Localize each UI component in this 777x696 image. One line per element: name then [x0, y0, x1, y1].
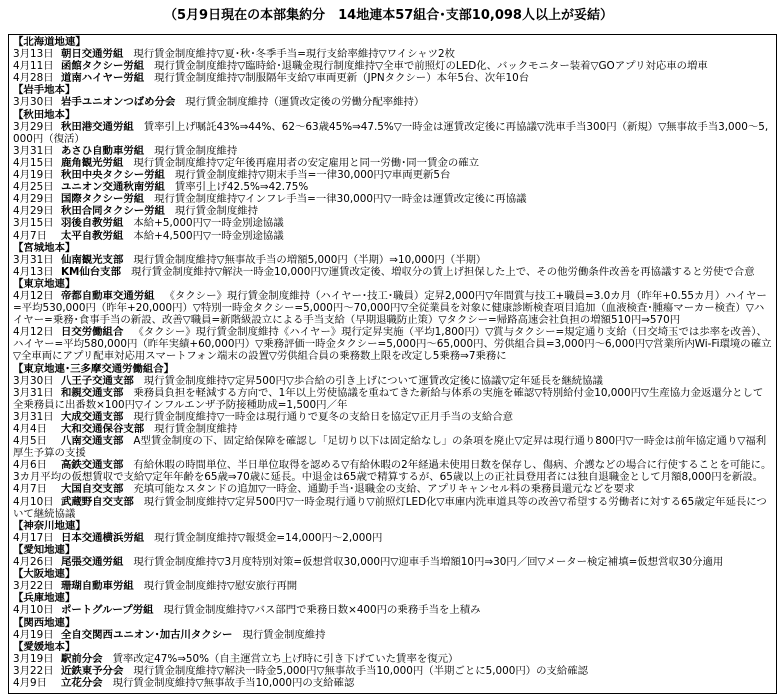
- entry-union-name: 秋田中央タクシー労組: [61, 169, 165, 182]
- entry-date: 3月31日: [13, 386, 54, 399]
- entry-union-name: 珊瑚自動車労組: [61, 580, 134, 593]
- agreement-entry: [13, 60, 772, 72]
- entry-date: 3月31日: [13, 410, 54, 423]
- agreement-entry: [13, 483, 772, 495]
- entry-agreement-details: 現行賃金制度維持▽バス部門で乗務日数×400円の乗務手当を上積み: [163, 604, 481, 617]
- entry-union-name: 尾張交通労組: [61, 556, 124, 569]
- entry-agreement-details: 現行賃金制度維持▽期末手当=一律30,000円▽車両更新5台: [174, 169, 451, 182]
- section-header: 【神奈川地連】: [13, 519, 86, 532]
- entry-union-name: 大国自交支部: [61, 483, 124, 496]
- entry-agreement-details: 現行賃金制度維持: [174, 205, 259, 218]
- entry-date: 4月13日: [13, 265, 54, 278]
- entry-date: 4月26日: [13, 556, 54, 569]
- entry-union-name: 羽後自教労組: [61, 217, 124, 230]
- entry-union-name: 高鉄交通支部: [61, 459, 124, 472]
- section-header: 【岩手地本】: [13, 84, 76, 97]
- entry-date: 4月6日: [13, 459, 48, 472]
- entry-agreement-details: 現行賃金制度維持▽夏･秋･冬季手当=現行支給率維持▽ワイシャツ2枚: [133, 48, 456, 61]
- entry-union-name: ユニオン交通秋南労組: [61, 181, 165, 194]
- entry-date: 4月4日: [13, 423, 48, 435]
- entry-date: 4月19日: [13, 169, 54, 182]
- agreement-entry: [13, 157, 772, 169]
- entry-agreement-details: 現行賃金制度維持▽制服隔年支給▽車両更新（JPNタクシー）本年5台、次年10台: [154, 72, 530, 85]
- entry-date: 3月30日: [13, 96, 54, 109]
- entry-agreement-details: 現行賃金制度維持▽解決一時金5,000円▽無事故手当10,000円（半期ごとに5,000円）の支給確認: [133, 664, 589, 677]
- entry-union-name: 太平自教労組: [61, 229, 124, 242]
- entry-union-name: 道南ハイヤー労組: [61, 72, 145, 85]
- section-header: 【秋田地本】: [13, 108, 76, 121]
- entry-union-name: 全自交関西ユニオン･加古川タクシー: [61, 628, 233, 641]
- entry-union-name: 鹿角観光労組: [61, 156, 124, 169]
- entry-date: 3月31日: [13, 144, 54, 157]
- agreement-entry: [13, 72, 772, 84]
- entry-union-name: 和親交通支部: [61, 386, 124, 399]
- section-header: 【宮城地本】: [13, 241, 76, 254]
- section-header: 【北海道地連】: [13, 36, 86, 48]
- entry-agreement-details: 現行賃金制度維持: [154, 144, 238, 157]
- entry-agreement-details: 乗務員負担を軽減する方向で、1年以上労使協議を重ねてきた新給与体系の実施を確認▽特別給付金10,000円▽生産協力金返還分として全乗務員に出番数×100円▽インフルエンザ予防接種助成=1,500円／年: [13, 386, 764, 411]
- entry-agreement-details: 現行賃金制度維持▽3月度特別対策=仮想営収30,000円▽迎車手当増額10円⇒30円／回▽メーター検定補填=仮想営収30分適用: [133, 556, 724, 569]
- agreements-table: [8, 34, 777, 694]
- entry-agreement-details: 現行賃金制度維持▽無事故手当10,000円の支給確認: [112, 676, 355, 689]
- agreement-entry: [13, 435, 772, 459]
- entry-union-name: 武蔵野自交支部: [61, 495, 134, 508]
- agreement-entry: [13, 181, 772, 193]
- entry-date: 3月15日: [13, 217, 54, 230]
- entry-date: 4月28日: [13, 72, 54, 85]
- section-header: 【兵庫地連】: [13, 592, 76, 605]
- entry-agreement-details: 現行賃金制度維持▽臨時給･退職金現行制度維持▽全車で前照灯のLED化、バックモニター装着▽GOアプリ対応車の増車: [154, 60, 708, 73]
- agreement-entry: [13, 290, 772, 326]
- agreement-entry: [13, 266, 772, 278]
- agreement-entry: [13, 230, 772, 242]
- entry-date: 3月13日: [13, 48, 54, 61]
- entry-date: 3月29日: [13, 120, 54, 133]
- entry-agreement-details: 現行賃金制度維持▽インフレ手当=一律30,000円▽一時金は運賃改定後に再協議: [154, 193, 527, 206]
- entry-agreement-details: 有給休暇の時間単位、半日単位取得を認める▽有給休暇の2年経過未使用日数を保存し、傷病、介護などの場合に行使することを可能に。3カ月平均の仮想賃収で支給▽定年年齢を65歳⇒70歳に延長。中退金は65歳で精算するが、65歳以上の正社員登用者には独自退職金として月額8,000円を新設。: [13, 459, 772, 484]
- entry-date: 4月7日: [13, 483, 48, 496]
- section-header: 【愛媛地本】: [13, 640, 76, 653]
- entry-union-name: 大和交通保谷支部: [61, 423, 145, 435]
- entry-date: 4月10日: [13, 604, 54, 617]
- agreement-entry: [13, 254, 772, 266]
- agreement-entry: [13, 580, 772, 592]
- entry-union-name: 八王子交通支部: [61, 374, 134, 387]
- entry-agreement-details: A型賃金制度の下、固定給保障を確認し「足切り以下は固定給なし」の条項を廃止▽定昇は現行通り800円▽一時金は前年協定通り▽福利厚生予算の支援: [13, 435, 767, 460]
- entry-union-name: 朝日交通労組: [61, 48, 124, 61]
- agreement-entry: [13, 423, 772, 435]
- entry-union-name: 秋田合同タクシー労組: [61, 205, 165, 218]
- entry-date: 3月22日: [13, 580, 54, 593]
- entry-union-name: 仙南観光支部: [61, 253, 124, 266]
- entry-agreement-details: 本給+4,500円▽一時金別途協議: [133, 229, 284, 242]
- entry-date: 4月19日: [13, 628, 54, 641]
- entry-agreement-details: 現行賃金制度維持▽無事故手当の増額5,000円（半期）⇒10,000円（半期）: [133, 253, 487, 266]
- entry-date: 4月29日: [13, 193, 54, 206]
- entry-union-name: 駅前分会: [61, 652, 103, 665]
- section-header: 【東京地連】: [13, 277, 76, 290]
- agreement-entry: [13, 496, 772, 520]
- entry-agreement-details: 現行賃金制度維持▽報奨金=14,000円～2,000円: [154, 531, 383, 544]
- entry-union-name: 日本交通横浜労組: [61, 531, 145, 544]
- entry-agreement-details: 現行賃金制度維持▽一時金は現行通りで夏冬の支給日を協定▽正月手当の支給合意: [133, 410, 513, 423]
- section-header: 【東京地連･三多摩交通労働組合】: [13, 362, 175, 375]
- document-title: （5月9日現在の本部集約分 14地連本57組合･支部10,098人以上が妥結）: [164, 8, 613, 23]
- entry-date: 4月11日: [13, 60, 54, 73]
- agreement-entry: [13, 121, 772, 145]
- entry-date: 4月5日: [13, 435, 48, 448]
- entry-date: 4月17日: [13, 531, 54, 544]
- entry-date: 3月19日: [13, 652, 54, 665]
- agreement-entry: [13, 96, 772, 108]
- agreement-entry: [13, 375, 772, 387]
- agreement-entry: [13, 629, 772, 641]
- agreement-entry: [13, 653, 772, 665]
- entry-agreement-details: 《タクシー》現行賃金制度維持（ハイヤー･技工･職員）定昇2,000円▽年間賞与技工+職員=3.0カ月（昨年+0.55カ月）ハイヤー=平均530,000円（昨年+20,000円）▽特別一時金タクシー=5,000円～70,000円▽全従業員を対象に健康診断検査項目追加（血液検査･腫瘍マーカー検査）▽ハイヤー=乗務･食事手当の新設、改善▽職員=新階級設立による手当支給（早期退職防止策）▽タクシー=帰路高速会社負担の増額510円⇒570円: [13, 289, 767, 327]
- entry-agreement-details: 現行賃金制度維持▽慰安旅行再開: [143, 580, 298, 593]
- entry-union-name: 岩手ユニオンつばめ分会: [61, 96, 176, 109]
- entry-union-name: 帝都自動車交通労組: [61, 289, 155, 302]
- entry-date: 4月12日: [13, 289, 54, 302]
- agreement-entry: [13, 459, 772, 483]
- agreement-entry: [13, 326, 772, 362]
- agreement-entry: [13, 217, 772, 229]
- entry-union-name: 大成交通支部: [61, 410, 124, 423]
- section-header: 【関西地連】: [13, 616, 76, 629]
- entry-agreement-details: 現行賃金制度維持▽定年後再雇用者の安定雇用と同一労働･同一賃金の確立: [133, 156, 480, 169]
- entry-agreement-details: 賃率引上げ嘱託43%⇒44%、62～63歳45%⇒47.5%▽一時金は運賃改定後に再協議▽洗車手当300円（新規）▽無事故手当3,000～5,000円（復活）: [13, 120, 769, 145]
- entry-date: 4月9日: [13, 676, 48, 689]
- entry-union-name: ポートグループ労組: [61, 604, 154, 617]
- agreement-entry: [13, 169, 772, 181]
- entry-date: 4月10日: [13, 495, 54, 508]
- agreement-entry: [13, 205, 772, 217]
- agreement-entry: [13, 604, 772, 616]
- agreement-entry: [13, 411, 772, 423]
- entry-date: 4月25日: [13, 181, 54, 194]
- entry-agreement-details: 賃率引上げ42.5%⇒42.75%: [174, 181, 309, 194]
- agreement-entry: [13, 665, 772, 677]
- entry-union-name: 秋田港交通労組: [61, 120, 134, 133]
- entry-union-name: 近鉄東予分会: [61, 664, 124, 677]
- entry-agreement-details: 賃率改定47%⇒50%（自主運営立ち上げ時に引き下げていた賃率を復元）: [112, 652, 459, 665]
- entry-agreement-details: 現行賃金制度維持: [242, 628, 326, 641]
- entry-agreement-details: 現行賃金制度維持▽定昇500円▽一時金現行通り▽前照灯LED化▽車庫内洗車道具等の改善▽希望する労働者に対する65歳定年延長について継続協議: [13, 495, 767, 520]
- entry-union-name: 日交労働組合: [61, 326, 124, 339]
- agreement-entry: [13, 532, 772, 544]
- entry-date: 4月15日: [13, 156, 54, 169]
- entry-agreement-details: 現行賃金制度維持▽解決一時金10,000円▽運賃改定後、増収分の賃上げ担保した上で、その他労働条件改善を再協議すると労使で合意: [130, 265, 755, 278]
- entry-agreement-details: 現行賃金制度維持（運賃改定後の労働分配率維持）: [185, 96, 425, 109]
- entry-date: 3月30日: [13, 374, 54, 387]
- agreement-entry: [13, 556, 772, 568]
- entry-date: 4月7日: [13, 229, 48, 242]
- entry-agreement-details: 現行賃金制度維持▽定昇500円▽歩合給の引き上げについて運賃改定後に協議▽定年延長を継続協議: [143, 374, 603, 387]
- entry-union-name: 函館タクシー労組: [61, 60, 145, 73]
- entry-agreement-details: 現行賃金制度維持: [154, 423, 238, 435]
- entry-date: 4月12日: [13, 326, 54, 339]
- agreement-entry: [13, 677, 772, 689]
- agreement-entry: [13, 193, 772, 205]
- section-header: 【大阪地連】: [13, 568, 76, 581]
- agreement-entry: [13, 145, 772, 157]
- entry-date: 3月31日: [13, 253, 54, 266]
- entry-union-name: 国際タクシー労組: [61, 193, 145, 206]
- entry-agreement-details: 本給+5,000円▽一時金別途協議: [133, 217, 284, 230]
- section-header: 【愛知地連】: [13, 543, 76, 556]
- entry-union-name: あさひ自動車労組: [61, 144, 145, 157]
- agreement-entry: [13, 48, 772, 60]
- entry-union-name: KM仙台支部: [61, 265, 121, 278]
- entry-date: 4月29日: [13, 205, 54, 218]
- entry-agreement-details: 《タクシー》現行賃金制度維持《ハイヤー》現行定昇実施（平均1,800円）▽賞与タクシー=規定通り支給（日交埼玉では歩率を改善）、ハイヤー=平均580,000円（昨年実績+60,000円）▽乗務評価一時金タクシー=5,000円～65,000円、労供組合員=3,000円～6,000円▽営業所内Wi-Fi環境の確立▽全車両にアプリ配車対応用スマートフォン端末の設置▽労供組合員の乗務数上限を改定し5乗務⇒7乗務に: [13, 326, 772, 363]
- entry-date: 3月22日: [13, 664, 54, 677]
- entry-union-name: 立花分会: [61, 676, 103, 689]
- entry-agreement-details: 充填可能なスタンドの追加▽一時金、通勤手当･退職金の支給、アプリキャンセル料の乗務員還元などを要求: [133, 483, 635, 496]
- entry-union-name: 八南交通支部: [61, 435, 124, 448]
- agreement-entry: [13, 387, 772, 411]
